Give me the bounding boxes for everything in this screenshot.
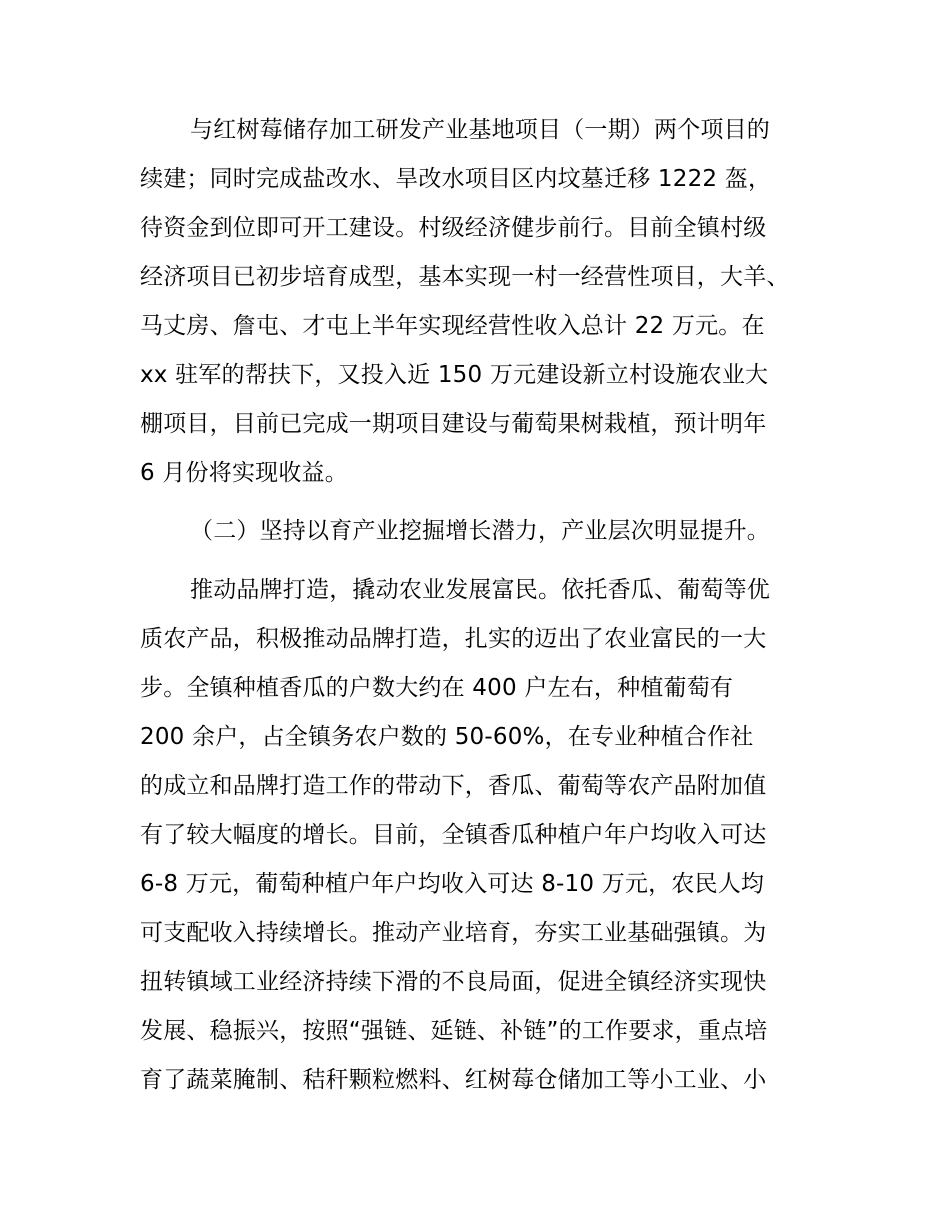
paragraph-line: 有了较大幅度的增长。目前，全镇香瓜种植户年户均收入可达	[140, 822, 767, 848]
paragraph-line: 质农产品，积极推动品牌打造，扎实的迈出了农业富民的一大	[140, 626, 767, 652]
paragraph-line: 可支配收入持续增长。推动产业培育，夯实工业基础强镇。为	[140, 920, 767, 946]
paragraph-line: 待资金到位即可开工建设。村级经济健步前行。目前全镇村级	[140, 215, 767, 241]
paragraph-line: 6-8 万元，葡萄种植户年户均收入可达 8-10 万元，农民人均	[140, 871, 765, 897]
paragraph-line: 与红树莓储存加工研发产业基地项目（一期）两个项目的	[190, 117, 770, 143]
paragraph-line: 的成立和品牌打造工作的带动下，香瓜、葡萄等农产品附加值	[140, 773, 767, 799]
paragraph-line: 棚项目，目前已完成一期项目建设与葡萄果树栽植，预计明年	[140, 411, 767, 437]
paragraph-line: 育了蔬菜腌制、秸秆颗粒燃料、红树莓仓储加工等小工业、小	[140, 1067, 767, 1093]
paragraph-line: 马丈房、詹屯、才屯上半年实现经营性收入总计 22 万元。在	[140, 313, 765, 339]
paragraph-line: 步。全镇种植香瓜的户数大约在 400 户左右，种植葡萄有	[140, 675, 734, 701]
paragraph-line: 200 余户，占全镇务农户数的 50-60%，在专业种植合作社	[140, 724, 754, 750]
paragraph-line: 发展、稳振兴，按照“强链、延链、补链”的工作要求，重点培	[140, 1018, 768, 1044]
paragraph-line: 续建；同时完成盐改水、旱改水项目区内坟墓迁移 1222 盔，	[140, 166, 772, 192]
section-heading: （二）坚持以育产业挖掘增长潜力，产业层次明显提升。	[190, 518, 770, 544]
paragraph-line: 推动品牌打造，撬动农业发展富民。依托香瓜、葡萄等优	[190, 577, 770, 603]
paragraph-line: 经济项目已初步培育成型，基本实现一村一经营性项目，大羊、	[140, 264, 790, 290]
paragraph-line: 扭转镇域工业经济持续下滑的不良局面，促进全镇经济实现快	[140, 969, 767, 995]
paragraph-line: xx 驻军的帮扶下，又投入近 150 万元建设新立村设施农业大	[140, 362, 769, 388]
paragraph-line: 6 月份将实现收益。	[140, 460, 348, 486]
